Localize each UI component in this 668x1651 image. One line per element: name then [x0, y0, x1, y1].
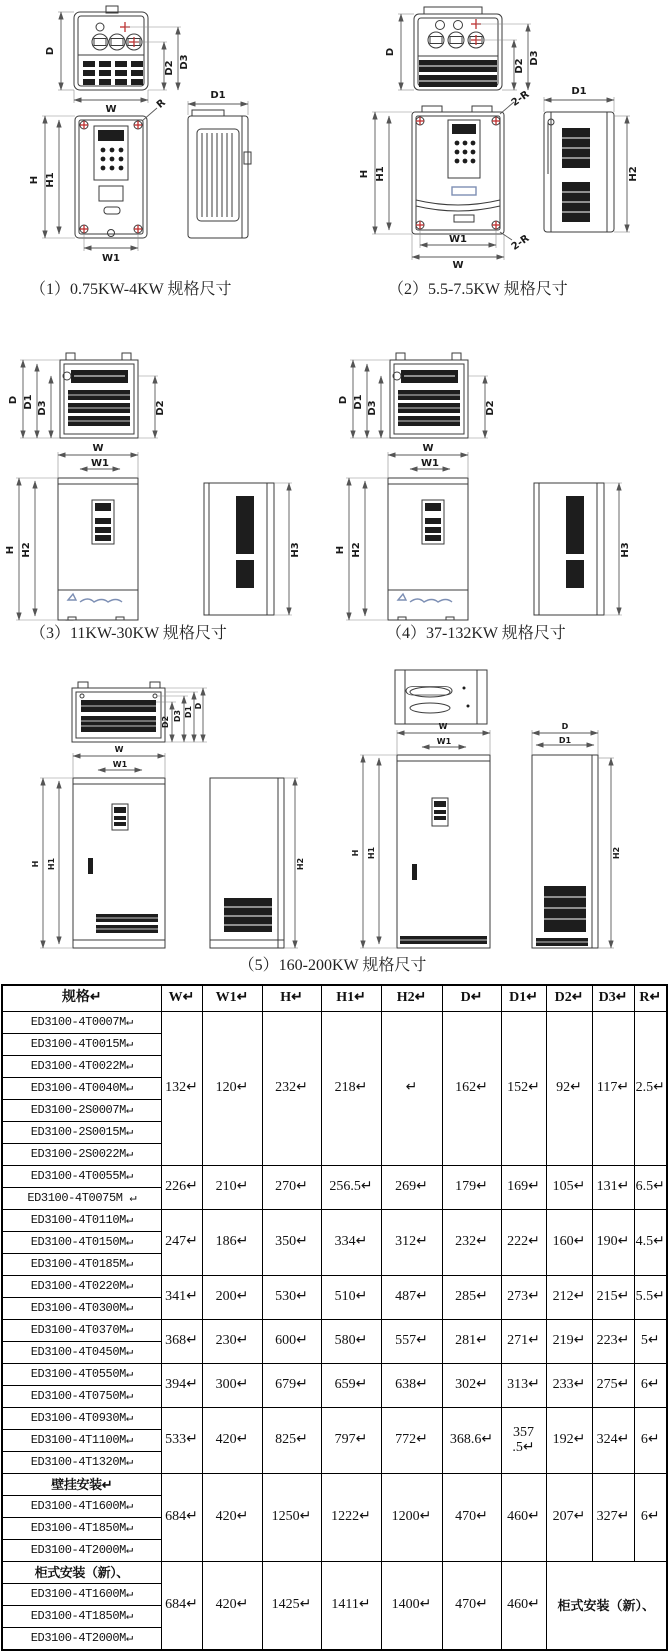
table-row [2, 1474, 667, 1496]
dim-label-H: H [335, 546, 346, 554]
dim-label-H3: H3 [620, 542, 631, 557]
caption-1: （1）0.75KW-4KW 规格尺寸 [30, 276, 231, 299]
header-d1: D1↵ [501, 985, 546, 1012]
dim-label-H2: H2 [21, 542, 32, 557]
dim-label-D3: D3 [179, 54, 190, 69]
value-w1: 210↵ [202, 1166, 262, 1210]
value-h2: ↵ [381, 1012, 442, 1166]
value-h2: 638↵ [381, 1364, 442, 1408]
dim-label-D: D [8, 396, 19, 404]
top-view [60, 353, 138, 438]
value-h2: 557↵ [381, 1320, 442, 1364]
dim-label-D3: D3 [529, 50, 540, 65]
value-d3: 275↵ [592, 1364, 634, 1408]
value-d1: 169↵ [501, 1166, 546, 1210]
left-front-view [73, 778, 165, 948]
model-cell: ED3100-4T0007M↵ [2, 1012, 161, 1034]
table-row [2, 1012, 667, 1034]
dim-label-H1: H1 [47, 857, 56, 870]
value-d: 232↵ [442, 1210, 501, 1276]
dimension-lines [372, 14, 630, 260]
dim-label-D2: D2 [514, 58, 525, 73]
value-h2: 312↵ [381, 1210, 442, 1276]
side-view [544, 112, 614, 232]
side-view [188, 110, 251, 238]
value-d1: 357 .5↵ [501, 1408, 546, 1474]
value-h: 232↵ [262, 1012, 321, 1166]
dim-label-W: W [422, 443, 433, 454]
right-front-view [397, 755, 490, 948]
diagram-160-200kw [0, 646, 665, 954]
value-h: 1250↵ [262, 1474, 321, 1562]
value-r: 6↵ [634, 1364, 667, 1408]
dim-label-H2: H2 [351, 542, 362, 557]
dim-label-W: W [105, 104, 116, 115]
model-cell: ED3100-4T0075M ↵ [2, 1188, 161, 1210]
value-w1: 300↵ [202, 1364, 262, 1408]
value-d2: 192↵ [546, 1408, 592, 1474]
spec-table [1, 984, 668, 1651]
top-view [390, 353, 468, 438]
value-d: 285↵ [442, 1276, 501, 1320]
dim-label-H: H [5, 546, 16, 554]
top-view [414, 7, 502, 90]
value-d3: 117↵ [592, 1012, 634, 1166]
value-d3: 327↵ [592, 1474, 634, 1562]
top-view [74, 6, 148, 90]
value-w: 368↵ [161, 1320, 202, 1364]
right-side-view [532, 755, 598, 948]
dim-label-H3: H3 [290, 542, 301, 557]
dim-label-W1: W1 [437, 737, 452, 746]
dim-label-D1: D1 [559, 736, 572, 745]
header-d: D↵ [442, 985, 501, 1012]
dim-label-D2: D2 [161, 716, 170, 728]
model-cell: ED3100-4T1600M↵ [2, 1584, 161, 1606]
diagram-0-75-4kw [20, 2, 340, 268]
dim-label-H: H [29, 176, 40, 184]
dim-label-D1: D1 [23, 394, 34, 409]
value-h: 825↵ [262, 1408, 321, 1474]
value-d3: 131↵ [592, 1166, 634, 1210]
value-h1: 218↵ [321, 1012, 381, 1166]
value-d3: 324↵ [592, 1408, 634, 1474]
dim-label-2R-bottom: 2-R [510, 233, 532, 253]
value-d1: 271↵ [501, 1320, 546, 1364]
dim-label-D1: D1 [210, 90, 225, 101]
front-view [412, 106, 504, 234]
header-h2: H2↵ [381, 985, 442, 1012]
value-h2: 487↵ [381, 1276, 442, 1320]
table-header-row [2, 985, 667, 1012]
dim-label-R: R [155, 97, 168, 111]
model-cell: ED3100-4T0450M↵ [2, 1342, 161, 1364]
dim-label-2R-top: 2-R [510, 89, 532, 109]
value-d: 302↵ [442, 1364, 501, 1408]
value-r: 6.5↵ [634, 1166, 667, 1210]
caption-3: （3）11KW-30KW 规格尺寸 [30, 620, 227, 643]
value-h1: 659↵ [321, 1364, 381, 1408]
value-d: 470↵ [442, 1474, 501, 1562]
model-cell: ED3100-4T0015M↵ [2, 1034, 161, 1056]
front-view [388, 478, 468, 620]
value-h1: 334↵ [321, 1210, 381, 1276]
table-row [2, 1320, 667, 1342]
dim-label-D3: D3 [173, 710, 182, 722]
dim-label-W: W [92, 443, 103, 454]
model-cell: ED3100-4T0370M↵ [2, 1320, 161, 1342]
dim-label-D: D [385, 48, 396, 56]
value-h: 1425↵ [262, 1562, 321, 1651]
side-view [534, 483, 604, 615]
model-cell: ED3100-4T1100M↵ [2, 1430, 161, 1452]
caption-2: （2）5.5-7.5KW 规格尺寸 [388, 276, 568, 299]
value-h2: 772↵ [381, 1408, 442, 1474]
table-row [2, 1562, 667, 1584]
dim-label-D1: D1 [184, 705, 193, 718]
dim-label-H2: H2 [628, 166, 639, 181]
value-h: 350↵ [262, 1210, 321, 1276]
value-w1: 120↵ [202, 1012, 262, 1166]
value-d1: 460↵ [501, 1474, 546, 1562]
value-d: 179↵ [442, 1166, 501, 1210]
dim-label-D1: D1 [353, 394, 364, 409]
value-d2: 160↵ [546, 1210, 592, 1276]
model-cell: ED3100-4T0300M↵ [2, 1298, 161, 1320]
dim-label-H: H [31, 861, 40, 868]
model-cell: ED3100-4T0220M↵ [2, 1276, 161, 1298]
model-cell: ED3100-4T0040M↵ [2, 1078, 161, 1100]
value-r: 5.5↵ [634, 1276, 667, 1320]
value-d1: 460↵ [501, 1562, 546, 1651]
side-view [204, 483, 274, 615]
header-spec: 规格↵ [2, 985, 161, 1012]
value-d2: 219↵ [546, 1320, 592, 1364]
value-w: 226↵ [161, 1166, 202, 1210]
diagram-11-30kw [8, 338, 310, 620]
model-cell: ED3100-4T0930M↵ [2, 1408, 161, 1430]
diagram-5-5-7-5kw [352, 2, 664, 268]
dim-label-D3: D3 [367, 400, 378, 415]
model-cell: ED3100-4T2000M↵ [2, 1540, 161, 1562]
value-h1: 1222↵ [321, 1474, 381, 1562]
value-w: 394↵ [161, 1364, 202, 1408]
value-w1: 420↵ [202, 1474, 262, 1562]
value-w: 533↵ [161, 1408, 202, 1474]
caption-5: （5）160-200KW 规格尺寸 [0, 952, 665, 975]
cabinet-mount-merged-cell: 柜式安装（新）、 [546, 1562, 667, 1651]
dim-label-D2: D2 [485, 400, 496, 415]
value-d1: 273↵ [501, 1276, 546, 1320]
value-w: 684↵ [161, 1474, 202, 1562]
dim-label-H: H [351, 850, 360, 857]
dim-label-W: W [439, 722, 448, 731]
value-d2: 207↵ [546, 1474, 592, 1562]
value-h2: 1400↵ [381, 1562, 442, 1651]
value-d3: 215↵ [592, 1276, 634, 1320]
value-h: 530↵ [262, 1276, 321, 1320]
dim-label-W1: W1 [421, 458, 439, 469]
table-row [2, 1210, 667, 1232]
table-row [2, 1364, 667, 1386]
value-w: 684↵ [161, 1562, 202, 1651]
left-top-view [72, 682, 165, 742]
model-cell: ED3100-4T2000M↵ [2, 1628, 161, 1651]
value-d2: 212↵ [546, 1276, 592, 1320]
value-d3: 190↵ [592, 1210, 634, 1276]
value-w: 247↵ [161, 1210, 202, 1276]
caption-4: （4）37-132KW 规格尺寸 [386, 620, 566, 643]
dim-label-H1: H1 [367, 846, 376, 859]
model-cell: ED3100-4T1320M↵ [2, 1452, 161, 1474]
value-r: 6↵ [634, 1474, 667, 1562]
header-r: R↵ [634, 985, 667, 1012]
front-view [58, 478, 138, 620]
value-d: 162↵ [442, 1012, 501, 1166]
model-cell: ED3100-4T0150M↵ [2, 1232, 161, 1254]
dim-label-D2: D2 [164, 60, 175, 75]
model-cell: ED3100-4T1850M↵ [2, 1518, 161, 1540]
front-view [75, 116, 147, 238]
dim-label-W: W [452, 260, 463, 271]
value-h2: 269↵ [381, 1166, 442, 1210]
header-h1: H1↵ [321, 985, 381, 1012]
header-d2: D2↵ [546, 985, 592, 1012]
model-cell: ED3100-4T0022M↵ [2, 1056, 161, 1078]
value-h: 270↵ [262, 1166, 321, 1210]
value-h1: 580↵ [321, 1320, 381, 1364]
model-cell: ED3100-4T0750M↵ [2, 1386, 161, 1408]
model-cell: ED3100-4T0185M↵ [2, 1254, 161, 1276]
value-d1: 152↵ [501, 1012, 546, 1166]
value-r: 4.5↵ [634, 1210, 667, 1276]
value-d: 281↵ [442, 1320, 501, 1364]
table-row [2, 1166, 667, 1188]
header-w1: W1↵ [202, 985, 262, 1012]
dim-label-W1: W1 [91, 458, 109, 469]
model-cell: ED3100-4T0110M↵ [2, 1210, 161, 1232]
header-d3: D3↵ [592, 985, 634, 1012]
value-w1: 420↵ [202, 1562, 262, 1651]
dim-label-H2: H2 [296, 858, 305, 870]
value-h1: 510↵ [321, 1276, 381, 1320]
dim-label-H1: H1 [375, 166, 386, 181]
dim-label-D: D [194, 702, 203, 709]
value-r: 6↵ [634, 1408, 667, 1474]
dim-label-D: D [45, 47, 56, 55]
model-cell: ED3100-4T1600M↵ [2, 1496, 161, 1518]
value-d3: 223↵ [592, 1320, 634, 1364]
value-h1: 1411↵ [321, 1562, 381, 1651]
value-d1: 313↵ [501, 1364, 546, 1408]
model-cell: ED3100-4T1850M↵ [2, 1606, 161, 1628]
value-d2: 105↵ [546, 1166, 592, 1210]
dim-label-W1: W1 [113, 760, 128, 769]
value-r: 5↵ [634, 1320, 667, 1364]
model-cell: ED3100-4T0055M↵ [2, 1166, 161, 1188]
value-d2: 233↵ [546, 1364, 592, 1408]
dim-label-D3: D3 [37, 400, 48, 415]
model-cell: ED3100-2S0015M↵ [2, 1122, 161, 1144]
model-cell: ED3100-2S0007M↵ [2, 1100, 161, 1122]
dim-label-H: H [359, 170, 370, 178]
dim-label-H2: H2 [612, 847, 621, 859]
dim-label-D: D [562, 722, 569, 731]
value-d2: 92↵ [546, 1012, 592, 1166]
value-w1: 420↵ [202, 1408, 262, 1474]
value-h: 679↵ [262, 1364, 321, 1408]
header-h: H↵ [262, 985, 321, 1012]
value-w1: 186↵ [202, 1210, 262, 1276]
diagram-37-132kw [338, 338, 640, 620]
value-r: 2.5↵ [634, 1012, 667, 1166]
left-side-view [210, 778, 284, 948]
vent-slots [83, 61, 143, 85]
dim-label-D2: D2 [155, 400, 166, 415]
table-row [2, 1276, 667, 1298]
value-d: 470↵ [442, 1562, 501, 1651]
dim-label-D: D [338, 396, 349, 404]
dim-label-D1: D1 [571, 86, 586, 97]
value-w: 341↵ [161, 1276, 202, 1320]
value-w1: 230↵ [202, 1320, 262, 1364]
dim-label-W: W [115, 745, 124, 754]
model-cell: ED3100-2S0022M↵ [2, 1144, 161, 1166]
right-top-view [395, 670, 487, 724]
group-label-cabinet-mount: 柜式安装（新）、 [2, 1562, 161, 1584]
model-cell: ED3100-4T0550M↵ [2, 1364, 161, 1386]
value-w: 132↵ [161, 1012, 202, 1166]
value-d: 368.6↵ [442, 1408, 501, 1474]
value-d1: 222↵ [501, 1210, 546, 1276]
value-h2: 1200↵ [381, 1474, 442, 1562]
value-h1: 797↵ [321, 1408, 381, 1474]
group-label-wall-mount: 壁挂安装↵ [2, 1474, 161, 1496]
dim-label-W1: W1 [102, 253, 120, 264]
value-h: 600↵ [262, 1320, 321, 1364]
dim-label-W1: W1 [449, 234, 467, 245]
value-w1: 200↵ [202, 1276, 262, 1320]
value-h1: 256.5↵ [321, 1166, 381, 1210]
header-w: W↵ [161, 985, 202, 1012]
table-row [2, 1408, 667, 1430]
dim-label-H1: H1 [45, 172, 56, 187]
